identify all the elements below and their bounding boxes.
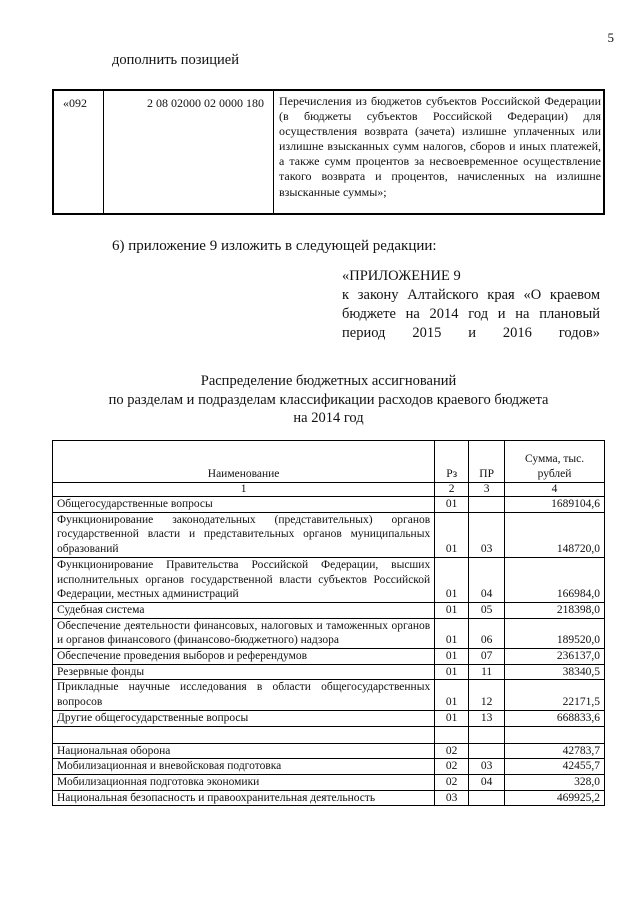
row-amount: 22171,5 (505, 680, 605, 710)
table-row (53, 664, 605, 680)
row-subsection: 12 (469, 680, 505, 710)
row-name: Резервные фонды (53, 664, 435, 680)
table-row (53, 759, 605, 775)
row-amount: 148720,0 (505, 512, 605, 557)
row-subsection: 13 (469, 710, 505, 726)
row-section: 03 (435, 790, 469, 806)
table-number-row (53, 483, 605, 497)
budget-allocation-table (52, 440, 605, 806)
table-row (53, 512, 605, 557)
title-line-3: на 2014 год (293, 410, 364, 426)
table-row (53, 710, 605, 726)
row-section: 01 (435, 512, 469, 557)
column-number: 4 (505, 483, 605, 497)
document-title (52, 372, 605, 428)
row-name: Функционирование Правительства Российской Федерации, высших исполнительных органов государственной власти субъектов Российской Федерации, местных администраций (53, 557, 435, 602)
row-amount: 189520,0 (505, 618, 605, 648)
row-name: Обеспечение деятельности финансовых, налоговых и таможенных органов и органов финансового (финансово-бюджетного) надзора (53, 618, 435, 648)
row-section: 01 (435, 557, 469, 602)
column-number: 1 (53, 483, 435, 497)
table-row (53, 680, 605, 710)
intro-text: дополнить позицией (112, 52, 239, 68)
row-name: Функционирование законодательных (представительных) органов государственной власти и представительных органов муниципальных образований (53, 512, 435, 557)
row-name (53, 726, 435, 743)
row-section: 01 (435, 710, 469, 726)
row-subsection: 04 (469, 774, 505, 790)
row-amount: 42455,7 (505, 759, 605, 775)
row-name: Общегосударственные вопросы (53, 497, 435, 513)
title-line-1: Распределение бюджетных ассигнований (200, 373, 457, 389)
table-row (53, 743, 605, 759)
code-row-prefix: «092 (63, 96, 87, 110)
row-amount: 328,0 (505, 774, 605, 790)
table-row (53, 790, 605, 806)
row-name: Прикладные научные исследования в области общегосударственных вопросов (53, 680, 435, 710)
row-subsection: 05 (469, 602, 505, 618)
page-number: 5 (607, 30, 614, 45)
header-name: Наименование (53, 441, 435, 483)
column-divider (273, 90, 274, 214)
table-header-row (53, 441, 605, 483)
item-6-text: 6) приложение 9 изложить в следующей редакции: (112, 238, 437, 254)
table-row (53, 497, 605, 513)
column-number: 3 (469, 483, 505, 497)
table-row (53, 557, 605, 602)
row-subsection (469, 497, 505, 513)
row-subsection: 03 (469, 759, 505, 775)
appendix-title: «ПРИЛОЖЕНИЕ 9 (342, 268, 461, 284)
row-section: 02 (435, 743, 469, 759)
row-section (435, 726, 469, 743)
row-name: Судебная система (53, 602, 435, 618)
row-name: Мобилизационная подготовка экономики (53, 774, 435, 790)
row-name: Мобилизационная и вневойсковая подготовка (53, 759, 435, 775)
row-name: Обеспечение проведения выборов и референдумов (53, 649, 435, 665)
row-section: 02 (435, 759, 469, 775)
row-amount: 38340,5 (505, 664, 605, 680)
budget-classification-code: 2 08 02000 02 0000 180 (147, 96, 264, 110)
code-position-table (52, 89, 605, 215)
row-section: 01 (435, 664, 469, 680)
header-rz: Рз (435, 441, 469, 483)
row-subsection: 03 (469, 512, 505, 557)
row-amount: 42783,7 (505, 743, 605, 759)
row-amount: 469925,2 (505, 790, 605, 806)
row-name: Национальная оборона (53, 743, 435, 759)
table-row (53, 618, 605, 648)
column-divider (103, 90, 104, 214)
row-amount: 236137,0 (505, 649, 605, 665)
column-number: 2 (435, 483, 469, 497)
row-amount: 1689104,6 (505, 497, 605, 513)
row-subsection (469, 790, 505, 806)
header-sum: Сумма, тыс. рублей (505, 441, 605, 483)
row-subsection (469, 726, 505, 743)
row-amount: 668833,6 (505, 710, 605, 726)
row-subsection: 11 (469, 664, 505, 680)
row-section: 01 (435, 680, 469, 710)
table-row (53, 602, 605, 618)
row-subsection: 07 (469, 649, 505, 665)
row-amount: 218398,0 (505, 602, 605, 618)
table-row (53, 774, 605, 790)
header-pr: ПР (469, 441, 505, 483)
row-name: Другие общегосударственные вопросы (53, 710, 435, 726)
row-name: Национальная безопасность и правоохранительная деятельность (53, 790, 435, 806)
row-amount (505, 726, 605, 743)
title-line-2: по разделам и подразделам классификации расходов краевого бюджета (108, 391, 549, 408)
row-amount: 166984,0 (505, 557, 605, 602)
appendix-header (342, 267, 600, 343)
table-row (53, 649, 605, 665)
appendix-reference: к закону Алтайского края «О краевом бюджете на 2014 год и на плановый период 2015 и 2016 годов» (342, 287, 600, 341)
row-subsection: 04 (469, 557, 505, 602)
code-description: Перечисления из бюджетов субъектов Российской Федерации (в бюджеты субъектов Российской Федерации) для осуществления возврата (зачета) излишне уплаченных или излишне взысканных сумм налогов, сборов и иных платежей, а также сумм процентов за несвоевременное осуществление такого возврата и процентов, начисленных на излишне взысканные суммы»; (279, 94, 601, 199)
row-section: 01 (435, 602, 469, 618)
row-section: 01 (435, 618, 469, 648)
row-section: 01 (435, 497, 469, 513)
row-section: 01 (435, 649, 469, 665)
row-subsection: 06 (469, 618, 505, 648)
table-row-separator (53, 726, 605, 743)
row-subsection (469, 743, 505, 759)
row-section: 02 (435, 774, 469, 790)
table-body (53, 497, 605, 806)
